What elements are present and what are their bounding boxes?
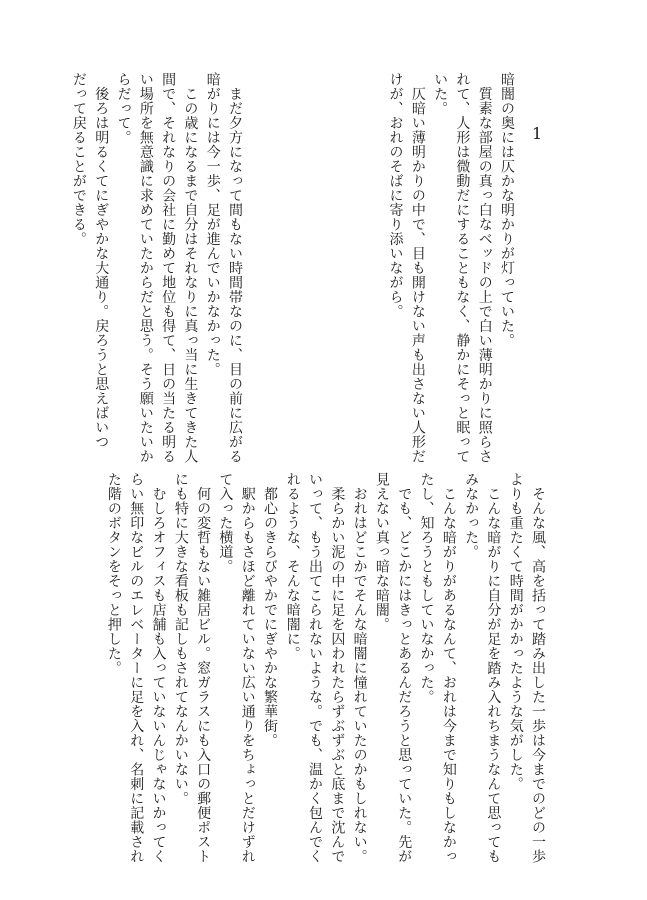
text-block-lower-right: そんな風、高を括って踏み出した一歩は今までのどの一歩 よりも重たくて時間がかかったような気がした。 こんな暗がりに自分が足を踏み入れちまうなんて思っても みなかった。 こんな暗がりがあるなんて、おれは今まで知りもしなかっ たし、知ろうともしていなかった。 でも、どこかにはきっとあるんだろうと思っていた。先が 見えない真っ暗な暗闇。 おれはどこかでそんな暗闇に憧れていたのかもしれない。 柔らかい泥の中に足を囚われたらずぶずぶと底まで沈んで いって、もう出てこられないような。でも、温かく包んでく れるような、そんな暗闇に。 (284, 472, 546, 864)
page-number: 1 (532, 124, 543, 143)
text-block-upper-left: まだ夕方になって間もない時間帯なのに、目の前に広がる 暗がりには今一歩、足が進んでいかなかった。 この歳になるまで自分はそれなりに真っ当に生きてきた人 間で、それなりの会社に勤めて地位も得て、日の当たる明る い場所を無意識に求めていたからだと思う。そう願いたいか らだって。 後ろは明るくてにぎやかな大通り。戻ろうと思えばいつ だって戻ることができる。 (70, 72, 243, 464)
text-block-upper-right: 暗闇の奥には仄かな明かりが灯っていた。 質素な部屋の真っ白なベッドの上で白い薄明かりに照らさ れて、人形は微動だにすることもなく、静かにそっと眠って いた。 仄暗い薄明かりの中で、目も開けない声も出さない人形だ けが、おれのそばに寄り添いながら。 (387, 72, 515, 464)
text-block-lower-left: 都心のきらびやかでにぎやかな繁華街。 駅からもさほど離れていない広い通りをちょっとだけずれ て入った横道。 何の変哲もない雑居ビル。窓ガラスにも入口の郵便ポスト にも特に大きな看板も記しもされてなんかいない。 むしろオフィスも店舗も入っていないんじゃないかってく らい無印なビルのエレベーターに足を入れ、名刺に記載され た階のボタンをそっと押した。 (105, 472, 278, 864)
